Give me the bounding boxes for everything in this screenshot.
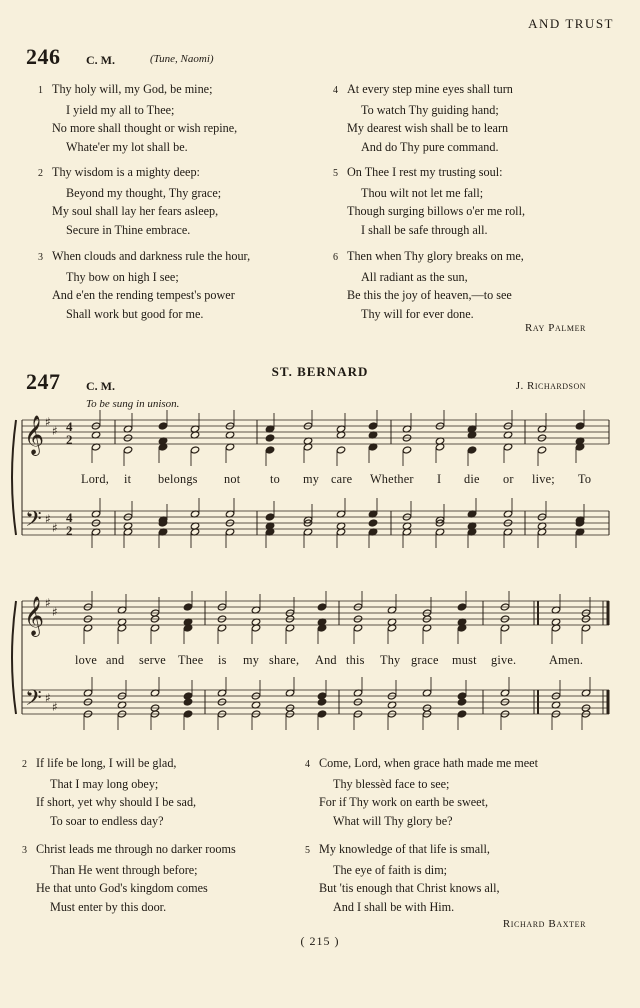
key-signature-sharp: ♯ (45, 415, 51, 429)
key-signature-sharp: ♯ (52, 521, 58, 535)
stanza-line: I shall be safe through all. (361, 222, 488, 237)
stanza-line: That I may long obey; (50, 776, 159, 791)
notehead (457, 710, 466, 718)
key-signature-sharp: ♯ (52, 424, 58, 438)
stanza-line: Christ leads me through no darker rooms (36, 842, 236, 856)
composer: J. Richardson (515, 380, 586, 392)
stanza-line: And e'en the rending tempest's power (52, 288, 235, 303)
lyric-syllable: Whether (370, 472, 414, 486)
lyric-syllable: And (315, 653, 337, 667)
key-signature-sharp: ♯ (45, 691, 51, 705)
treble-clef-icon: 𝄞 (24, 415, 45, 455)
tune-title: ST. BERNARD (271, 364, 369, 379)
hymn-247-stanza-3 (22, 840, 236, 916)
stanza-line: Though surging billows o'er me roll, (347, 204, 525, 219)
stanza-line: But 'tis enough that Christ knows all, (319, 881, 500, 896)
lyric-syllable: I (437, 472, 442, 486)
bass-clef-icon: 𝄢 (25, 686, 42, 716)
stanza-line: Come, Lord, when grace hath made me meet (319, 756, 538, 770)
lyric-syllable: Lord, (81, 472, 109, 486)
hymn-247-stanza-4 (305, 754, 538, 830)
hymn-247-meter: C. M. (86, 379, 115, 393)
unison-instruction: To be sung in unison. (86, 398, 180, 410)
stanza-line: Then when Thy glory breaks on me, (347, 249, 524, 263)
key-signature-sharp: ♯ (45, 512, 51, 526)
stanza-line: I yield my all to Thee; (66, 102, 175, 117)
stanza-line: What will Thy glory be? (333, 813, 453, 828)
bass-clef-icon: 𝄢 (25, 507, 42, 537)
lyric-syllable: share, (269, 653, 300, 667)
stanza-line: Secure in Thine embrace. (66, 222, 191, 237)
stanza-line: Whate'er my lot shall be. (66, 139, 188, 154)
hymn-247-stanza-5 (305, 840, 500, 916)
notehead (317, 698, 326, 706)
lyric-syllable: To (578, 472, 592, 486)
lyric-syllable: or (503, 472, 514, 486)
stanza-line: If short, yet why should I be sad, (36, 795, 197, 810)
stanza-line: Thy will for ever done. (361, 306, 474, 321)
notehead (183, 603, 192, 611)
stanza-line: Thy bow on high I see; (66, 269, 179, 284)
stanza-line: To watch Thy guiding hand; (361, 102, 499, 117)
lyric-syllable: die (464, 472, 480, 486)
hymn-246-meter: C. M. (86, 53, 115, 67)
lyric-syllable: it (124, 472, 132, 486)
notehead (457, 698, 466, 706)
stanza-number: 3 (22, 845, 27, 856)
hymn-246-number: 246 (26, 44, 61, 69)
stanza-line: Than He went through before; (50, 862, 198, 877)
stanza-line: The eye of faith is dim; (333, 862, 448, 877)
stanza-line: Thou wilt not let me fall; (361, 185, 484, 200)
lyric-syllable: Amen. (549, 653, 584, 667)
stanza-line: And I shall be with Him. (333, 899, 455, 914)
time-signature-bottom: 2 (66, 523, 73, 538)
lyric-syllable: this (346, 653, 365, 667)
lyric-syllable: to (270, 472, 280, 486)
lyric-syllable: and (106, 653, 125, 667)
lyric-syllable: Thy (380, 653, 401, 667)
lyric-syllable: love (75, 653, 97, 667)
lyric-syllable: my (243, 653, 260, 667)
stanza-line: Beyond my thought, Thy grace; (66, 185, 222, 200)
lyric-syllable: belongs (158, 472, 198, 486)
notehead (183, 710, 192, 718)
notehead (317, 710, 326, 718)
stanza-line: All radiant as the sun, (361, 269, 468, 284)
lyric-syllable: my (303, 472, 320, 486)
stanza-number: 2 (22, 759, 27, 770)
lyric-syllable: must (452, 653, 477, 667)
stanza-line: Thy blessèd face to see; (333, 776, 450, 791)
page-number: ( 215 ) (300, 934, 340, 948)
lyric-syllable: grace (411, 653, 439, 667)
stanza-line: He that unto God's kingdom comes (36, 881, 208, 896)
hymn-247-number: 247 (26, 369, 61, 394)
stanza-number: 5 (333, 168, 338, 179)
stanza-number: 4 (305, 759, 310, 770)
key-signature-sharp: ♯ (45, 596, 51, 610)
stanza-line: My soul shall lay her fears asleep, (52, 204, 219, 219)
stanza-number: 6 (333, 252, 338, 263)
key-signature-sharp: ♯ (52, 605, 58, 619)
stanza-line: On Thee I rest my trusting soul: (347, 165, 503, 179)
hymn-247-stanza-2 (22, 754, 196, 830)
hymn-246-author: Ray Palmer (524, 322, 586, 334)
stanza-line: To soar to endless day? (50, 813, 164, 828)
notehead (457, 603, 466, 611)
stanza-line: Thy wisdom is a mighty deep: (52, 165, 200, 179)
stanza-line: My knowledge of that life is small, (319, 842, 490, 856)
stanza-number: 3 (38, 252, 43, 263)
lyric-syllable: live; (532, 472, 555, 486)
lyric-syllable: care (331, 472, 353, 486)
stanza-line: Be this the joy of heaven,—to see (347, 288, 512, 303)
stanza-number: 5 (305, 845, 310, 856)
stanza-number: 2 (38, 168, 43, 179)
notehead (183, 698, 192, 706)
running-head: AND TRUST (528, 16, 614, 31)
notehead (317, 603, 326, 611)
time-signature-top: 4 (66, 510, 73, 525)
hymn-247-author: Richard Baxter (502, 918, 586, 930)
stanza-line: For if Thy work on earth be sweet, (319, 795, 489, 810)
lyric-syllable: give. (491, 653, 517, 667)
time-signature-top: 4 (66, 419, 73, 434)
lyric-syllable: serve (139, 653, 166, 667)
lyric-syllable: not (224, 472, 241, 486)
stanza-line: At every step mine eyes shall turn (347, 82, 513, 96)
stanza-line: If life be long, I will be glad, (36, 756, 177, 770)
stanza-number: 1 (38, 85, 43, 96)
stanza-line: My dearest wish shall be to learn (347, 121, 509, 136)
stanza-line: No more shall thought or wish repine, (52, 121, 238, 136)
stanza-number: 4 (333, 85, 338, 96)
treble-clef-icon: 𝄞 (24, 596, 45, 636)
stanza-line: When clouds and darkness rule the hour, (52, 249, 251, 263)
key-signature-sharp: ♯ (52, 700, 58, 714)
lyric-syllable: is (218, 653, 227, 667)
stanza-line: Must enter by this door. (50, 899, 167, 914)
stanza-line: And do Thy pure command. (361, 139, 499, 154)
lyric-syllable: Thee (178, 653, 204, 667)
stanza-line: Shall work but good for me. (66, 306, 204, 321)
hymn-246-tune-note: (Tune, Naomi) (150, 53, 214, 65)
score-lyrics-line-2 (0, 653, 640, 671)
stanza-line: Thy holy will, my God, be mine; (52, 82, 213, 96)
time-signature-bottom: 2 (66, 432, 73, 447)
